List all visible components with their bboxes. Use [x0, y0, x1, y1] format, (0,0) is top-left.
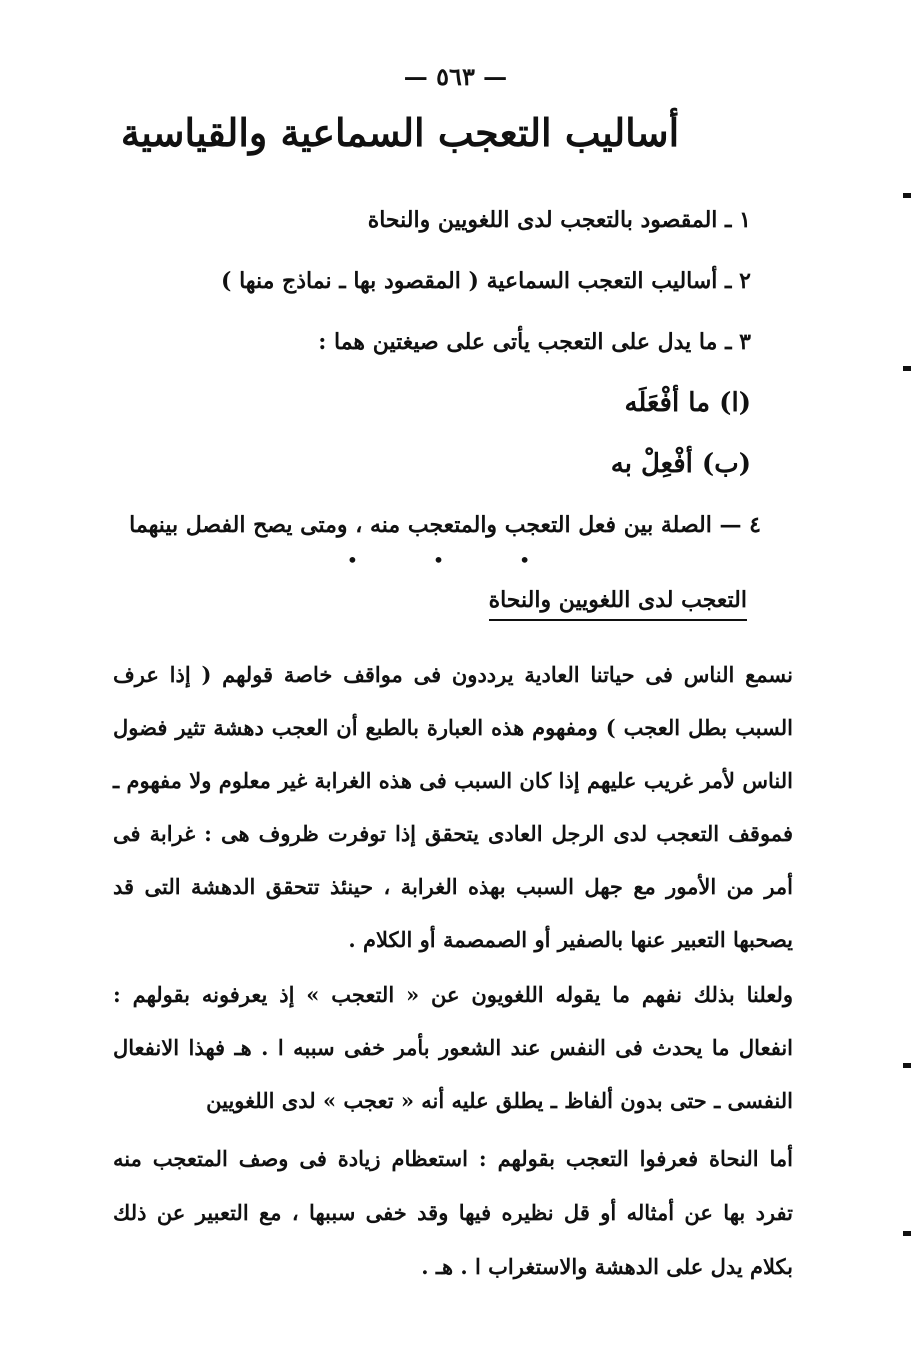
margin-mark [903, 193, 911, 198]
outline-item: (ا) ما أفْعَلَه [624, 388, 751, 418]
outline-item: ٢ ـ أساليب التعجب السماعية ( المقصود بها ـ نماذج منها ) [221, 268, 751, 294]
page-title: أساليب التعجب السماعية والقياسية [120, 110, 680, 155]
section-heading: التعجب لدى اللغويين والنحاة [489, 587, 747, 621]
outline-item: (ب) أفْعِلْ به [610, 449, 751, 479]
outline-item: ١ ـ المقصود بالتعجب لدى اللغويين والنحاة [367, 207, 751, 233]
section-separator: • • • [346, 548, 565, 572]
body-paragraph: نسمع الناس فى حياتنا العادية يرددون فى مواقف خاصة قولهم ( إذا عرف السبب بطل العجب ) ومفهوم هذه العبارة بالطبع أن العجب دهشة تثير فضول الناس لأمر غريب عليهم إذا كان السبب فى هذه الغرابة غير معلوم ولا مفهوم ـ فموقف التعجب لدى الرجل العادى يتحقق إذا توفرت ظروف هى : غرابة فى أمر من الأمور مع جهل السبب بهذه الغرابة ، حينئذ تتحقق الدهشة التى قد يصحبها التعبير عنها بالصفير أو الصمصمة أو الكلام . [113, 662, 793, 952]
body-paragraph: ولعلنا بذلك نفهم ما يقوله اللغويون عن « التعجب » إذ يعرفونه بقولهم : انفعال ما يحدث فى النفس عند الشعور بأمر خفى سببه ا . هـ فهذا الانفعال النفسى ـ حتى بدون ألفاظ ـ يطلق عليه أنه « تعجب » لدى اللغويين [113, 982, 793, 1113]
margin-mark [903, 1231, 911, 1236]
body-paragraph: أما النحاة فعرفوا التعجب بقولهم : استعظام زيادة فى وصف المتعجب منه تفرد بها عن أمثاله أو قل نظيره فيها وقد خفى سببها ، مع التعبير عن ذلك بكلام يدل على الدهشة والاستغراب ا . هـ . [113, 1146, 793, 1279]
page-number: — ٥٦٣ — [403, 62, 508, 91]
topic-outline [129, 205, 761, 571]
outline-item: ٣ ـ ما يدل على التعجب يأتى على صيغتين هما : [318, 329, 751, 355]
margin-mark [903, 1063, 911, 1068]
margin-mark [903, 366, 911, 371]
outline-item: ٤ — الصلة بين فعل التعجب والمتعجب منه ، ومتى يصح الفصل بينهما [129, 512, 761, 538]
